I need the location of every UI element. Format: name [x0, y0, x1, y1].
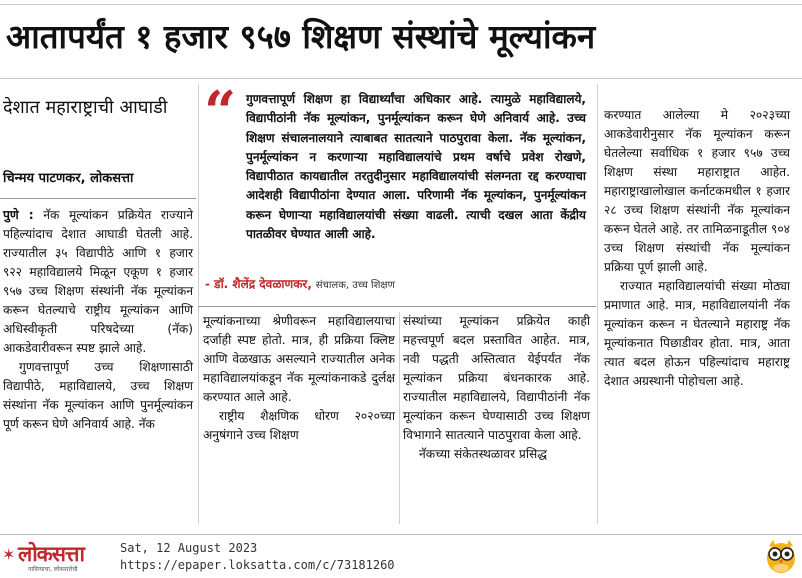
logo-tagline: नाविन्याचा, लोकसत्तेची	[28, 566, 78, 573]
publication-date: Sat, 12 August 2023	[120, 541, 258, 555]
column-divider-2	[399, 312, 400, 524]
column-3-para-2: नॅकच्या संकेतस्थळावर प्रसिद्ध	[419, 447, 548, 461]
headline-rule	[0, 78, 802, 79]
column-1-para-2: गुणवत्तापूर्ण उच्च शिक्षणासाठी विद्यापीठे, महाविद्यालये, उच्च शिक्षण संस्थांना नॅक मूल्यांकन आणि पुनर्मूल्यांकन पूर्ण करून घेणे अनिवार्य आहे. नॅक	[3, 360, 193, 431]
footer	[0, 534, 802, 578]
logo-star-icon: ✶	[2, 545, 16, 564]
subhead: देशात महाराष्ट्राची आघाडी	[3, 97, 168, 118]
quote-mark-icon: “	[204, 79, 237, 145]
column-2-para-1: मूल्यांकनाच्या श्रेणीवरून महाविद्यालयाचा दर्जाही स्पष्ट होतो. मात्र, ही प्रक्रिया क्लिष्ट आणि वेळखाऊ असल्याने राज्यातील अनेक महाविद्यालयांकडून नॅक मूल्यांकनाकडे दुर्लक्ष करण्यात आले आहे.	[203, 314, 395, 404]
column-1-para-1: नॅक मूल्यांकन प्रक्रियेत राज्याने पहिल्यांदाच देशात आघाडी घेतली आहे. राज्यातील ३५ विद्यापीठे आणि १ हजार ९२२ महाविद्यालये मिळून एकूण १ हजार ९५७ उच्च शिक्षण संस्थांनी नॅक मूल्यांकन करून घेतल्याचे राष्ट्रीय मूल्यांकन आणि अधिस्वीकृती परिषदेच्या (नॅक) आकडेवारीवरून स्पष्ट झाले आहे.	[3, 208, 193, 355]
column-4-para-2: राज्यात महाविद्यालयांची संख्या मोठ्या प्रमाणात आहे. मात्र, महाविद्यालयांनी नॅक मूल्यांकन करून न घेतल्याने महाराष्ट्र नॅक मूल्यांकनात पिछाडीवर होता. मात्र, आता त्यात बदल होऊन पहिल्यांदाच महाराष्ट्र देशात अग्रस्थानी पोहोचला आहे.	[604, 279, 790, 388]
quote-rule	[198, 306, 596, 307]
epaper-link[interactable]: https://epaper.loksatta.com/c/73181260	[120, 558, 395, 572]
quote-text: गुणवत्तापूर्ण शिक्षण हा विद्यार्थ्यांचा अधिकार आहे. त्यामुळे महाविद्यालये, विद्यापीठांनी नॅक मूल्यांकन, पुनर्मूल्यांकन करून घेणे अनिवार्य आहे. उच्च शिक्षण संचालनालयाने त्याबाबत सातत्याने पाठपुरावा केला. नॅक मूल्यांकन, पुनर्मूल्यांकन न करणाऱ्या महाविद्यालयांचे प्रथम वर्षाचे प्रवेश रोखणे, विद्यापीठात कायद्यातील तरतुदीनुसार महाविद्यालयांची संलग्नता रद्द करण्याचा आदेशही विद्यापीठांना देण्यात आला. परिणामी नॅक मूल्यांकन, पुनर्मूल्यांकन करून घेणाऱ्या महाविद्यालयांची संख्या वाढली. त्याची दखल आता केंद्रीय पातळीवर घेण्यात आली आहे.	[246, 92, 586, 242]
column-4-para-1: करण्यात आलेल्या मे २०२३च्या आकडेवारीनुसार नॅक मूल्यांकन करून घेतलेल्या सर्वाधिक १ हजार ९५७ उच्च शिक्षण संस्था महाराष्ट्रात आहेत. महाराष्ट्राखालोखाल कर्नाटकमधील १ हजार २८ उच्च शिक्षण संस्थांनी नॅक मूल्यांकन करून घेतले आहे. तर तामिळनाडूतील ९०४ उच्च शिक्षण संस्थांची नॅक मूल्यांकन प्रक्रिया पूर्ण झाली आहे.	[604, 108, 790, 274]
byline: चिन्मय पाटणकर, लोकसत्ता	[3, 171, 134, 186]
column-1	[3, 206, 193, 434]
quote-attribution	[205, 275, 595, 292]
headline: आतापर्यंत १ हजार ९५७ शिक्षण संस्थांचे मूल्यांकन	[6, 17, 596, 56]
column-3	[403, 312, 590, 464]
byline-rule	[0, 198, 196, 199]
logo-text: लोकसत्ता	[18, 542, 84, 566]
quote-author-role: संचालक, उच्च शिक्षण	[315, 280, 395, 291]
column-2	[203, 312, 395, 445]
column-2-para-2: राष्ट्रीय शैक्षणिक धोरण २०२०च्या अनुषंगाने उच्च शिक्षण	[203, 409, 395, 442]
dateline: पुणे :	[3, 208, 34, 222]
top-rule	[0, 4, 802, 5]
owl-icon	[764, 538, 798, 574]
column-divider-1	[198, 84, 199, 524]
column-4	[604, 106, 790, 391]
quote-author: - डॉ. शैलेंद्र देवळाणकर,	[205, 277, 312, 291]
column-divider-3	[597, 84, 598, 524]
loksatta-logo[interactable]	[4, 543, 112, 573]
column-3-para-1: संस्थांच्या मूल्यांकन प्रक्रियेत काही महत्त्वपूर्ण बदल प्रस्तावित आहेत. मात्र, नवी पद्धती अस्तित्वात येईपर्यंत नॅक मूल्यांकन प्रक्रिया बंधनकारक आहे. राज्यातील महाविद्यालये, विद्यापीठांनी नॅक मूल्यांकन करून घेण्यासाठी उच्च शिक्षण विभागाने सातत्याने पाठपुरावा केला आहे.	[403, 314, 590, 442]
